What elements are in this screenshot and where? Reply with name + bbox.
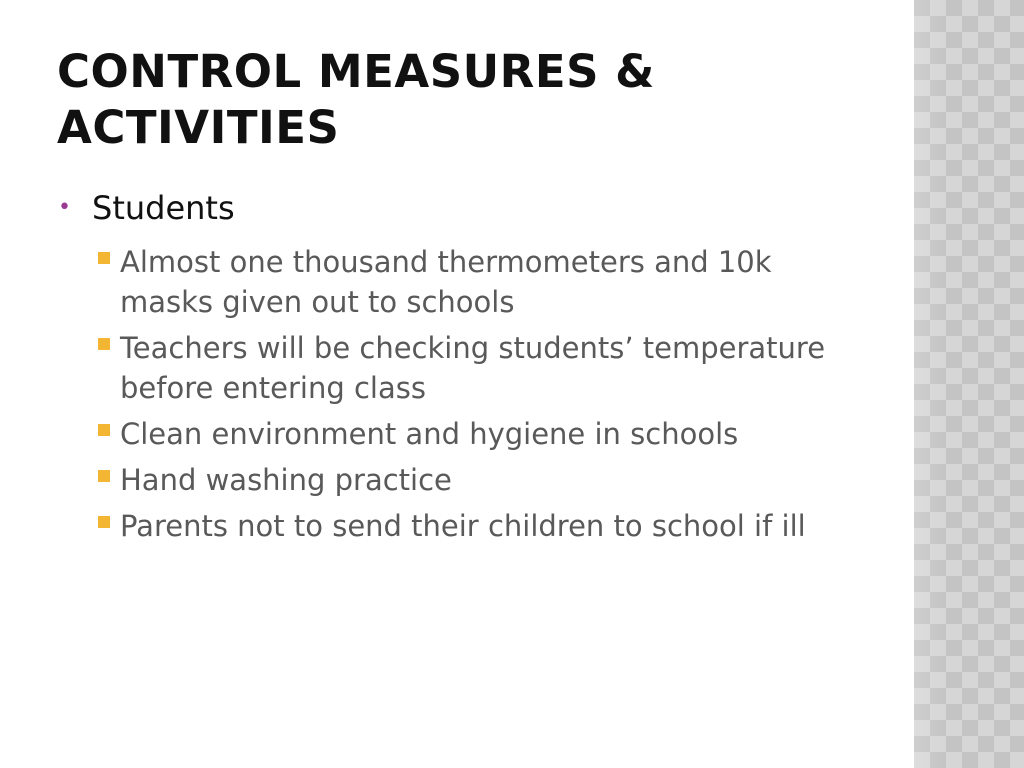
- slide-body: [57, 186, 897, 552]
- list-item-text: Almost one thousand thermometers and 10k masks given out to schools: [120, 245, 772, 319]
- list-item-text: Hand washing practice: [120, 463, 452, 497]
- list-item-text: Parents not to send their children to school if ill: [120, 509, 806, 543]
- decorative-side-panel: [914, 0, 1024, 768]
- list-item: [97, 460, 897, 500]
- square-bullet-icon: [97, 506, 120, 546]
- sub-bullet-list: [97, 242, 897, 546]
- list-item: [97, 506, 897, 546]
- list-item: [97, 242, 897, 322]
- dot-bullet-icon: •: [58, 195, 71, 220]
- square-bullet-icon: [97, 460, 120, 500]
- bullet-students: [57, 186, 897, 230]
- list-item: [97, 328, 897, 408]
- bullet-label: Students: [92, 189, 235, 227]
- list-item: [97, 414, 897, 454]
- square-bullet-icon: [97, 242, 120, 282]
- list-item-text: Clean environment and hygiene in schools: [120, 417, 739, 451]
- square-bullet-icon: [97, 328, 120, 368]
- list-item-text: Teachers will be checking students’ temperature before entering class: [120, 331, 826, 405]
- square-bullet-icon: [97, 414, 120, 454]
- slide-title: CONTROL MEASURES & ACTIVITIES: [57, 45, 655, 154]
